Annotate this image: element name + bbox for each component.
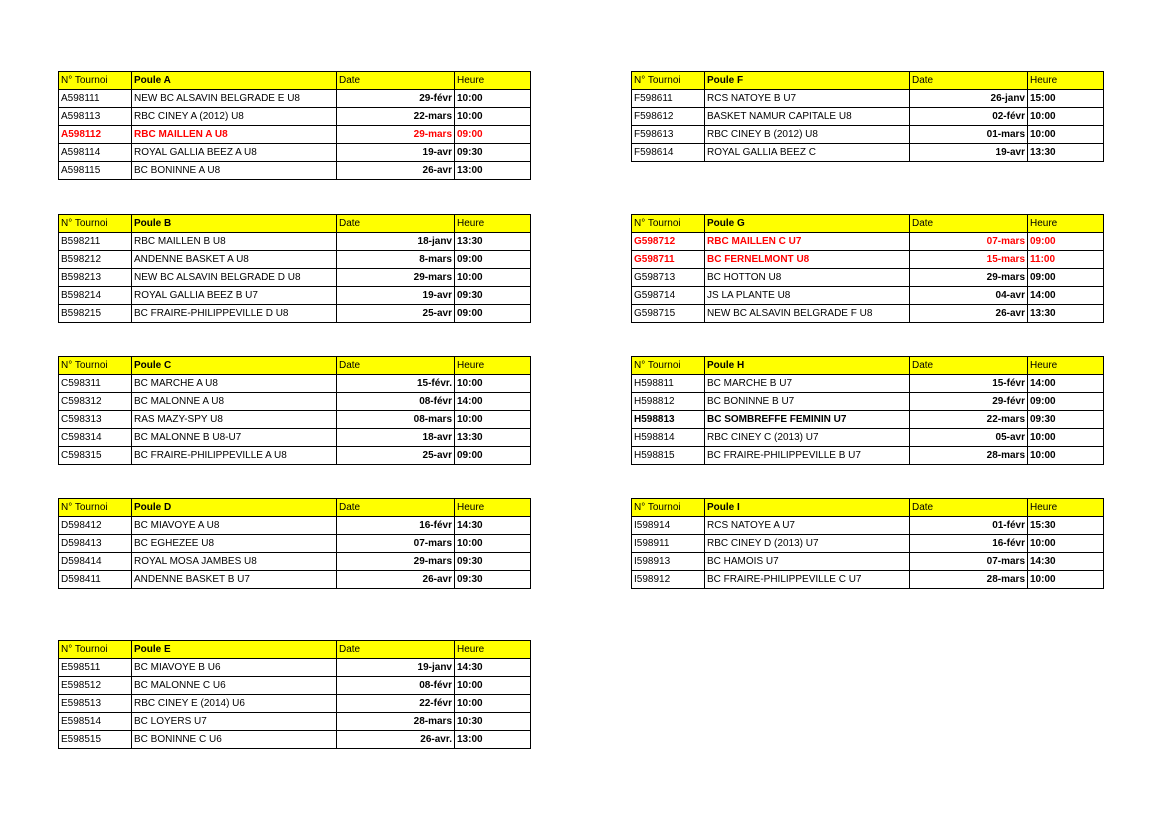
table-row [59, 553, 531, 571]
table-row [632, 411, 1104, 429]
header-date: Date [910, 499, 1028, 517]
tournoi-id-cell: C598311 [59, 375, 132, 393]
table-row [632, 251, 1104, 269]
date-cell: 25-avr [337, 305, 455, 323]
table-row [632, 233, 1104, 251]
date-cell: 28-mars [337, 713, 455, 731]
time-cell: 10:00 [455, 411, 531, 429]
team-name-cell: RCS NATOYE A U7 [705, 517, 910, 535]
header-heure: Heure [455, 72, 531, 90]
tournoi-id-cell: A598115 [59, 162, 132, 180]
tournoi-id-cell: C598313 [59, 411, 132, 429]
team-name-cell: RBC MAILLEN C U7 [705, 233, 910, 251]
team-name-cell: BC LOYERS U7 [132, 713, 337, 731]
date-cell: 19-avr [337, 287, 455, 305]
team-name-cell: NEW BC ALSAVIN BELGRADE F U8 [705, 305, 910, 323]
team-name-cell: BC MARCHE B U7 [705, 375, 910, 393]
date-cell: 04-avr [910, 287, 1028, 305]
header-heure: Heure [1028, 72, 1104, 90]
time-cell: 10:00 [455, 535, 531, 553]
tournoi-id-cell: I598914 [632, 517, 705, 535]
table-row [632, 393, 1104, 411]
tournoi-id-cell: H598815 [632, 447, 705, 465]
header-date: Date [910, 357, 1028, 375]
tournoi-id-cell: H598811 [632, 375, 705, 393]
tournoi-id-cell: D598411 [59, 571, 132, 589]
tournoi-id-cell: C598315 [59, 447, 132, 465]
header-poule-name: Poule B [132, 215, 337, 233]
team-name-cell: RBC CINEY E (2014) U6 [132, 695, 337, 713]
table-row [59, 108, 531, 126]
team-name-cell: NEW BC ALSAVIN BELGRADE E U8 [132, 90, 337, 108]
date-cell: 01-mars [910, 126, 1028, 144]
tournoi-id-cell: A598114 [59, 144, 132, 162]
date-cell: 07-mars [337, 535, 455, 553]
header-heure: Heure [455, 357, 531, 375]
table-row [632, 429, 1104, 447]
time-cell: 10:00 [455, 695, 531, 713]
date-cell: 18-janv [337, 233, 455, 251]
date-cell: 26-avr. [337, 731, 455, 749]
table-header-row [632, 72, 1104, 90]
team-name-cell: BC FRAIRE-PHILIPPEVILLE A U8 [132, 447, 337, 465]
tournoi-id-cell: A598111 [59, 90, 132, 108]
time-cell: 10:00 [455, 90, 531, 108]
tournoi-id-cell: H598812 [632, 393, 705, 411]
table-row [632, 517, 1104, 535]
date-cell: 26-janv [910, 90, 1028, 108]
date-cell: 29-mars [337, 269, 455, 287]
table-header-row [59, 499, 531, 517]
date-cell: 08-févr [337, 393, 455, 411]
header-poule-name: Poule D [132, 499, 337, 517]
table-row [59, 517, 531, 535]
date-cell: 08-mars [337, 411, 455, 429]
header-tournoi: N° Tournoi [59, 357, 132, 375]
tournoi-id-cell: B598215 [59, 305, 132, 323]
tournoi-id-cell: H598814 [632, 429, 705, 447]
tournoi-id-cell: G598711 [632, 251, 705, 269]
date-cell: 02-févr [910, 108, 1028, 126]
table-row [59, 375, 531, 393]
date-cell: 22-mars [910, 411, 1028, 429]
team-name-cell: JS LA PLANTE U8 [705, 287, 910, 305]
time-cell: 10:00 [455, 677, 531, 695]
date-cell: 15-mars [910, 251, 1028, 269]
date-cell: 19-avr [910, 144, 1028, 162]
date-cell: 08-févr [337, 677, 455, 695]
tournoi-id-cell: E598511 [59, 659, 132, 677]
team-name-cell: BC HAMOIS U7 [705, 553, 910, 571]
table-row [59, 287, 531, 305]
date-cell: 05-avr [910, 429, 1028, 447]
table-header-row [59, 357, 531, 375]
team-name-cell: BC SOMBREFFE FEMININ U7 [705, 411, 910, 429]
time-cell: 09:30 [455, 287, 531, 305]
table-row [59, 162, 531, 180]
header-heure: Heure [1028, 357, 1104, 375]
table-row [59, 90, 531, 108]
date-cell: 18-avr [337, 429, 455, 447]
poule-table-f [631, 71, 1104, 162]
tournoi-id-cell: G598712 [632, 233, 705, 251]
table-row [59, 305, 531, 323]
time-cell: 14:30 [455, 517, 531, 535]
team-name-cell: BC FRAIRE-PHILIPPEVILLE D U8 [132, 305, 337, 323]
header-heure: Heure [455, 499, 531, 517]
date-cell: 07-mars [910, 553, 1028, 571]
tournoi-id-cell: H598813 [632, 411, 705, 429]
table-row [59, 677, 531, 695]
time-cell: 10:30 [455, 713, 531, 731]
header-poule-name: Poule E [132, 641, 337, 659]
time-cell: 10:00 [1028, 108, 1104, 126]
table-row [59, 126, 531, 144]
team-name-cell: BC FRAIRE-PHILIPPEVILLE C U7 [705, 571, 910, 589]
tournoi-id-cell: I598913 [632, 553, 705, 571]
table-row [632, 375, 1104, 393]
date-cell: 28-mars [910, 571, 1028, 589]
header-poule-name: Poule A [132, 72, 337, 90]
table-row [59, 659, 531, 677]
table-row [632, 269, 1104, 287]
team-name-cell: BC MIAVOYE B U6 [132, 659, 337, 677]
date-cell: 15-févr. [337, 375, 455, 393]
date-cell: 19-janv [337, 659, 455, 677]
table-row [632, 571, 1104, 589]
tournoi-id-cell: I598912 [632, 571, 705, 589]
table-row [59, 411, 531, 429]
poule-table-g [631, 214, 1104, 323]
tournoi-id-cell: C598314 [59, 429, 132, 447]
header-tournoi: N° Tournoi [632, 499, 705, 517]
header-poule-name: Poule I [705, 499, 910, 517]
header-date: Date [337, 72, 455, 90]
tournoi-id-cell: A598113 [59, 108, 132, 126]
header-tournoi: N° Tournoi [632, 357, 705, 375]
team-name-cell: RBC CINEY B (2012) U8 [705, 126, 910, 144]
header-date: Date [910, 215, 1028, 233]
time-cell: 09:30 [1028, 411, 1104, 429]
header-heure: Heure [455, 641, 531, 659]
date-cell: 25-avr [337, 447, 455, 465]
time-cell: 14:00 [1028, 375, 1104, 393]
time-cell: 09:00 [455, 447, 531, 465]
time-cell: 14:00 [1028, 287, 1104, 305]
time-cell: 13:30 [455, 429, 531, 447]
header-heure: Heure [455, 215, 531, 233]
tournoi-id-cell: F598614 [632, 144, 705, 162]
date-cell: 16-févr [910, 535, 1028, 553]
team-name-cell: ANDENNE BASKET A U8 [132, 251, 337, 269]
table-row [632, 305, 1104, 323]
date-cell: 22-févr [337, 695, 455, 713]
tournoi-id-cell: E598512 [59, 677, 132, 695]
team-name-cell: RBC CINEY A (2012) U8 [132, 108, 337, 126]
time-cell: 10:00 [1028, 571, 1104, 589]
time-cell: 15:30 [1028, 517, 1104, 535]
team-name-cell: RBC MAILLEN B U8 [132, 233, 337, 251]
tournoi-id-cell: A598112 [59, 126, 132, 144]
date-cell: 16-févr [337, 517, 455, 535]
header-date: Date [910, 72, 1028, 90]
header-tournoi: N° Tournoi [59, 641, 132, 659]
header-date: Date [337, 215, 455, 233]
tournoi-id-cell: E598515 [59, 731, 132, 749]
date-cell: 29-mars [337, 126, 455, 144]
tournoi-id-cell: B598214 [59, 287, 132, 305]
header-heure: Heure [1028, 215, 1104, 233]
tournoi-id-cell: F598611 [632, 90, 705, 108]
time-cell: 10:00 [1028, 447, 1104, 465]
tournoi-id-cell: G598715 [632, 305, 705, 323]
team-name-cell: BC FERNELMONT U8 [705, 251, 910, 269]
date-cell: 29-mars [910, 269, 1028, 287]
time-cell: 09:00 [455, 305, 531, 323]
header-date: Date [337, 357, 455, 375]
team-name-cell: ROYAL GALLIA BEEZ B U7 [132, 287, 337, 305]
time-cell: 09:00 [1028, 393, 1104, 411]
time-cell: 09:30 [455, 144, 531, 162]
table-row [59, 713, 531, 731]
header-poule-name: Poule H [705, 357, 910, 375]
team-name-cell: BC BONINNE C U6 [132, 731, 337, 749]
header-tournoi: N° Tournoi [59, 215, 132, 233]
table-row [59, 571, 531, 589]
table-row [632, 126, 1104, 144]
table-row [632, 553, 1104, 571]
tournoi-id-cell: D598413 [59, 535, 132, 553]
team-name-cell: BC MALONNE A U8 [132, 393, 337, 411]
table-header-row [59, 215, 531, 233]
team-name-cell: NEW BC ALSAVIN BELGRADE D U8 [132, 269, 337, 287]
team-name-cell: BC EGHEZEE U8 [132, 535, 337, 553]
poule-table-e [58, 640, 531, 749]
tournoi-id-cell: D598412 [59, 517, 132, 535]
tournoi-id-cell: E598513 [59, 695, 132, 713]
time-cell: 10:00 [1028, 429, 1104, 447]
time-cell: 10:00 [455, 269, 531, 287]
tournoi-id-cell: B598211 [59, 233, 132, 251]
table-row [59, 269, 531, 287]
time-cell: 09:30 [455, 571, 531, 589]
table-row [632, 144, 1104, 162]
header-date: Date [337, 641, 455, 659]
table-row [59, 429, 531, 447]
table-row [632, 108, 1104, 126]
time-cell: 09:00 [455, 126, 531, 144]
time-cell: 10:00 [455, 375, 531, 393]
team-name-cell: BC MARCHE A U8 [132, 375, 337, 393]
header-tournoi: N° Tournoi [59, 72, 132, 90]
tournoi-id-cell: I598911 [632, 535, 705, 553]
date-cell: 29-févr [910, 393, 1028, 411]
team-name-cell: RAS MAZY-SPY U8 [132, 411, 337, 429]
header-tournoi: N° Tournoi [632, 72, 705, 90]
time-cell: 13:30 [455, 233, 531, 251]
team-name-cell: BC HOTTON U8 [705, 269, 910, 287]
time-cell: 13:30 [1028, 144, 1104, 162]
table-row [632, 447, 1104, 465]
date-cell: 07-mars [910, 233, 1028, 251]
time-cell: 10:00 [455, 108, 531, 126]
tournoi-id-cell: G598713 [632, 269, 705, 287]
header-tournoi: N° Tournoi [59, 499, 132, 517]
date-cell: 26-avr [910, 305, 1028, 323]
table-header-row [632, 499, 1104, 517]
poule-table-i [631, 498, 1104, 589]
date-cell: 28-mars [910, 447, 1028, 465]
time-cell: 11:00 [1028, 251, 1104, 269]
table-row [59, 535, 531, 553]
team-name-cell: ROYAL MOSA JAMBES U8 [132, 553, 337, 571]
date-cell: 8-mars [337, 251, 455, 269]
team-name-cell: RCS NATOYE B U7 [705, 90, 910, 108]
table-row [59, 695, 531, 713]
date-cell: 29-févr [337, 90, 455, 108]
tournoi-id-cell: G598714 [632, 287, 705, 305]
time-cell: 14:30 [1028, 553, 1104, 571]
time-cell: 14:00 [455, 393, 531, 411]
time-cell: 13:00 [455, 162, 531, 180]
date-cell: 22-mars [337, 108, 455, 126]
time-cell: 13:00 [455, 731, 531, 749]
poule-table-a [58, 71, 531, 180]
team-name-cell: RBC MAILLEN A U8 [132, 126, 337, 144]
team-name-cell: BC FRAIRE-PHILIPPEVILLE B U7 [705, 447, 910, 465]
poule-table-d [58, 498, 531, 589]
table-row [632, 535, 1104, 553]
tournoi-id-cell: B598213 [59, 269, 132, 287]
poule-table-b [58, 214, 531, 323]
poule-table-h [631, 356, 1104, 465]
table-row [59, 447, 531, 465]
team-name-cell: RBC CINEY C (2013) U7 [705, 429, 910, 447]
table-header-row [59, 72, 531, 90]
header-poule-name: Poule C [132, 357, 337, 375]
header-heure: Heure [1028, 499, 1104, 517]
tournoi-id-cell: F598612 [632, 108, 705, 126]
team-name-cell: ROYAL GALLIA BEEZ A U8 [132, 144, 337, 162]
date-cell: 19-avr [337, 144, 455, 162]
time-cell: 09:30 [455, 553, 531, 571]
table-row [632, 287, 1104, 305]
time-cell: 15:00 [1028, 90, 1104, 108]
tournoi-id-cell: F598613 [632, 126, 705, 144]
team-name-cell: BC MALONNE C U6 [132, 677, 337, 695]
table-header-row [632, 357, 1104, 375]
team-name-cell: BC BONINNE A U8 [132, 162, 337, 180]
header-date: Date [337, 499, 455, 517]
header-tournoi: N° Tournoi [632, 215, 705, 233]
tournoi-id-cell: C598312 [59, 393, 132, 411]
team-name-cell: RBC CINEY D (2013) U7 [705, 535, 910, 553]
team-name-cell: BASKET NAMUR CAPITALE U8 [705, 108, 910, 126]
team-name-cell: ANDENNE BASKET B U7 [132, 571, 337, 589]
date-cell: 15-févr [910, 375, 1028, 393]
table-header-row [632, 215, 1104, 233]
header-poule-name: Poule F [705, 72, 910, 90]
time-cell: 10:00 [1028, 535, 1104, 553]
time-cell: 14:30 [455, 659, 531, 677]
date-cell: 26-avr [337, 162, 455, 180]
table-row [59, 144, 531, 162]
date-cell: 01-févr [910, 517, 1028, 535]
team-name-cell: ROYAL GALLIA BEEZ C [705, 144, 910, 162]
team-name-cell: BC MIAVOYE A U8 [132, 517, 337, 535]
poule-table-c [58, 356, 531, 465]
header-poule-name: Poule G [705, 215, 910, 233]
table-row [59, 251, 531, 269]
table-header-row [59, 641, 531, 659]
time-cell: 09:00 [455, 251, 531, 269]
tournoi-id-cell: D598414 [59, 553, 132, 571]
team-name-cell: BC MALONNE B U8-U7 [132, 429, 337, 447]
table-row [59, 731, 531, 749]
tournoi-id-cell: E598514 [59, 713, 132, 731]
table-row [59, 393, 531, 411]
date-cell: 29-mars [337, 553, 455, 571]
time-cell: 09:00 [1028, 269, 1104, 287]
time-cell: 09:00 [1028, 233, 1104, 251]
time-cell: 13:30 [1028, 305, 1104, 323]
table-row [632, 90, 1104, 108]
time-cell: 10:00 [1028, 126, 1104, 144]
tournoi-id-cell: B598212 [59, 251, 132, 269]
table-row [59, 233, 531, 251]
date-cell: 26-avr [337, 571, 455, 589]
team-name-cell: BC BONINNE B U7 [705, 393, 910, 411]
